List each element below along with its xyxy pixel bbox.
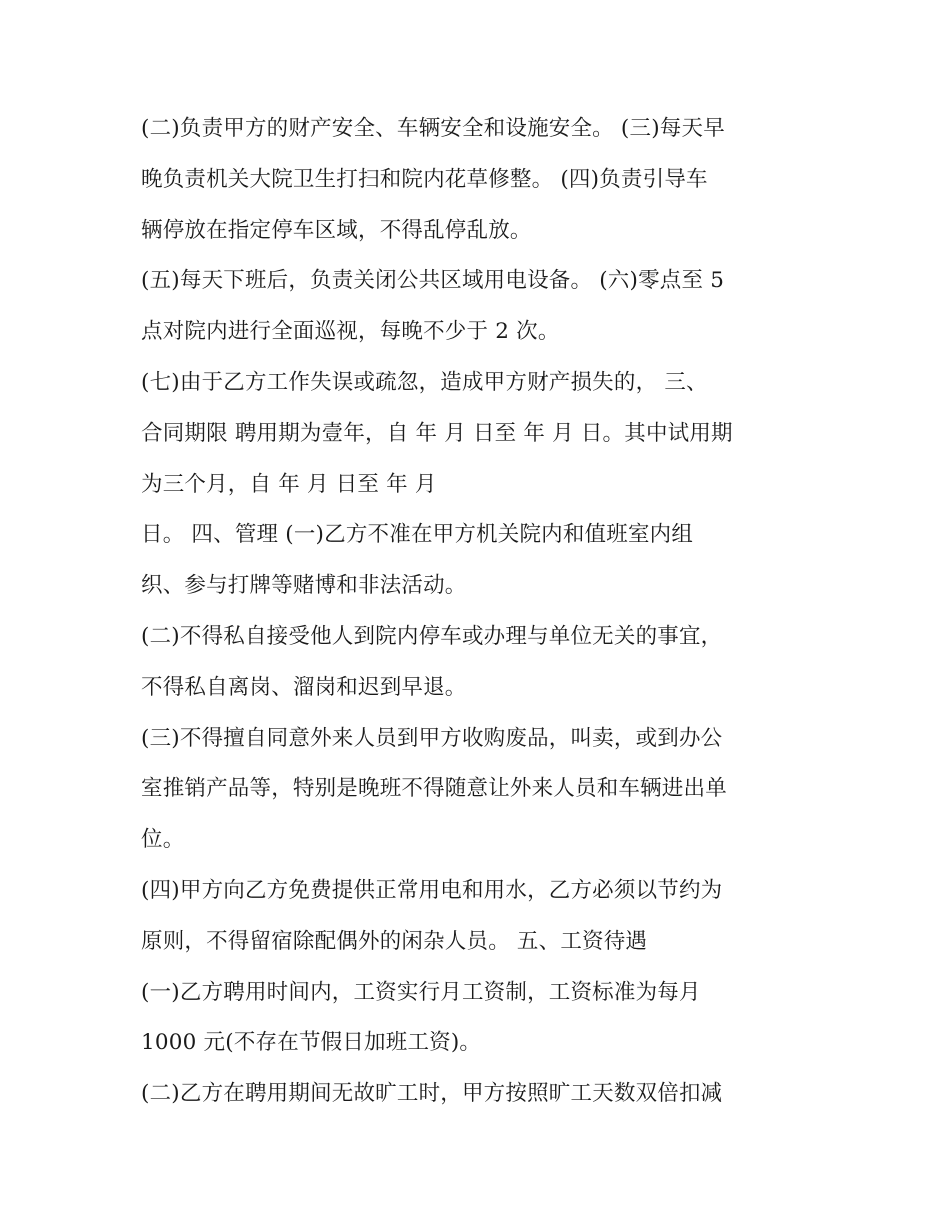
- text-line: 不得私自离岗、溜岗和迟到早退。: [141, 674, 467, 700]
- text-line: 日。 四、管理 (一)乙方不准在甲方机关院内和值班室内组: [141, 522, 694, 548]
- text-line: (四)甲方向乙方免费提供正常用电和用水，乙方必须以节约为: [141, 877, 723, 903]
- text-line: (二)乙方在聘用期间无故旷工时，甲方按照旷工天数双倍扣减: [141, 1081, 723, 1107]
- text-line: (七)由于乙方工作失误或疏忽，造成甲方财产损失的， 三、: [141, 369, 708, 395]
- text-line: 为三个月，自 年 月 日至 年 月: [141, 471, 437, 497]
- text-line: (二)负责甲方的财产安全、车辆安全和设施安全。 (三)每天早: [141, 116, 725, 141]
- text-line: (三)不得擅自同意外来人员到甲方收购废品，叫卖，或到办公: [141, 725, 723, 751]
- document-body: [141, 104, 841, 1120]
- text-line: (一)乙方聘用时间内，工资实行月工资制，工资标准为每月: [141, 979, 701, 1005]
- text-line: 原则，不得留宿除配偶外的闲杂人员。 五、工资待遇: [141, 928, 648, 954]
- text-line: 位。: [141, 827, 185, 853]
- text-line: 点对院内进行全面巡视，每晚不少于 2 次。: [141, 319, 560, 345]
- text-line: 室推销产品等，特别是晚班不得随意让外来人员和车辆进出单: [141, 776, 727, 802]
- text-line: 辆停放在指定停车区域，不得乱停乱放。: [141, 217, 532, 243]
- text-line: 晚负责机关大院卫生打扫和院内花草修整。 (四)负责引导车: [141, 166, 708, 192]
- text-line: 织、参与打牌等赌博和非法活动。: [141, 573, 467, 599]
- text-line: 1000 元(不存在节假日加班工资)。: [141, 1030, 482, 1056]
- text-line: (五)每天下班后，负责关闭公共区域用电设备。 (六)零点至 5: [141, 268, 725, 294]
- text-line: 合同期限 聘用期为壹年，自 年 月 日至 年 月 日。其中试用期: [141, 420, 733, 446]
- text-line: (二)不得私自接受他人到院内停车或办理与单位无关的事宜，: [141, 623, 723, 649]
